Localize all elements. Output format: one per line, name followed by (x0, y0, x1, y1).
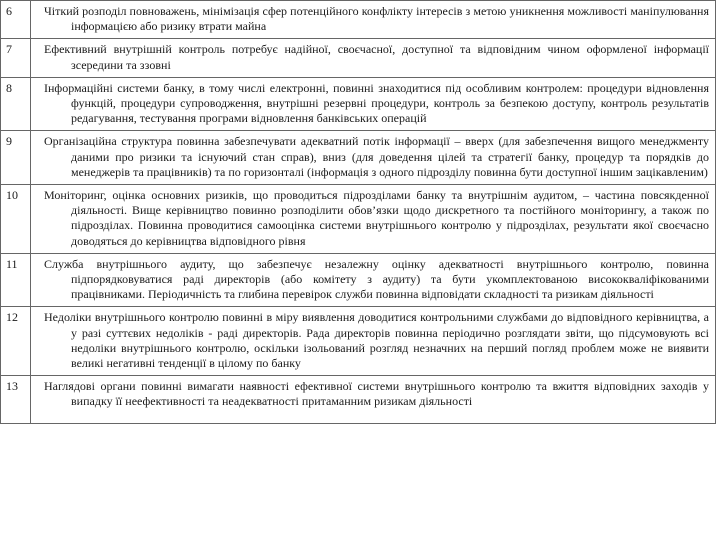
row-text: Служба внутрішнього аудиту, що забезпечує незалежну оцінку адекватності внутрішнього контролю, повинна підпорядковуватися раді директорів (або комітету з аудиту) та бути укомплектованою висококваліфікованими працівниками. Періодичність та глибина перевірок служби повинна відповідати складності та ризикам діяльності (31, 253, 716, 307)
row-text: Ефективний внутрішній контроль потребує надійної, своєчасної, доступної та відповідним чином оформленої інформації зсередини та ззовні (31, 39, 716, 77)
row-text: Організаційна структура повинна забезпечувати адекватний потік інформації – вверх (для забезпечення вищого менеджменту даними про ризики та існуючий стан справ), вниз (для доведення цілей та стратегії банку, процедур та порядків до менеджерів та працівників) та по горизонталі (інформація з одного підрозділу повинна бути доступної іншим зацікавленим) (31, 131, 716, 185)
row-number: 6 (1, 1, 31, 39)
row-number: 9 (1, 131, 31, 185)
row-number: 8 (1, 77, 31, 131)
row-number: 11 (1, 253, 31, 307)
row-text: Інформаційні системи банку, в тому числі електронні, повинні знаходитися під особливим контролем: процедури відновлення функцій, процедури супроводження, внутрішні резервні процедури, контроль за безпекою доступу, контроль результатів редагування, тестування програми відновлення банківських операцій (31, 77, 716, 131)
table-row (1, 185, 716, 254)
table-row (1, 376, 716, 424)
row-text: Чіткий розподіл повноважень, мінімізація сфер потенційного конфлікту інтересів з метою уникнення можливості маніпулювання інформацією або ризику втрати майна (31, 1, 716, 39)
row-text: Недоліки внутрішнього контролю повинні в міру виявлення доводитися контрольними службами до відповідного керівництва, а у разі суттєвих недоліків - раді директорів. Рада директорів повинна періодично розглядати звіти, що підсумовують всі недоліки внутрішнього контролю, оскільки ізольований розгляд незначних на перший погляд проблем може не виявити великі негативні тенденції в цілому по банку (31, 307, 716, 376)
table-row (1, 1, 716, 39)
table-row (1, 253, 716, 307)
table-row (1, 131, 716, 185)
table-row (1, 39, 716, 77)
table-row (1, 77, 716, 131)
row-text: Моніторинг, оцінка основних ризиків, що проводиться підрозділами банку та внутрішнім аудитом, – частина повсякденної діяльності. Вище керівництво повинно розподілити обов’язки щодо дискретного та постійного моніторингу, а також по підрозділах. Повинна проводитися самооцінка системи внутрішнього контролю у підрозділах, результати якої своєчасно доводяться до керівництва відповідного рівня (31, 185, 716, 254)
row-number: 12 (1, 307, 31, 376)
row-number: 13 (1, 376, 31, 424)
table-row (1, 307, 716, 376)
row-text: Наглядові органи повинні вимагати наявності ефективної системи внутрішнього контролю та вжиття відповідних заходів у випадку її неефективності та неадекватності притаманним ризикам діяльності (31, 376, 716, 424)
row-number: 7 (1, 39, 31, 77)
row-number: 10 (1, 185, 31, 254)
